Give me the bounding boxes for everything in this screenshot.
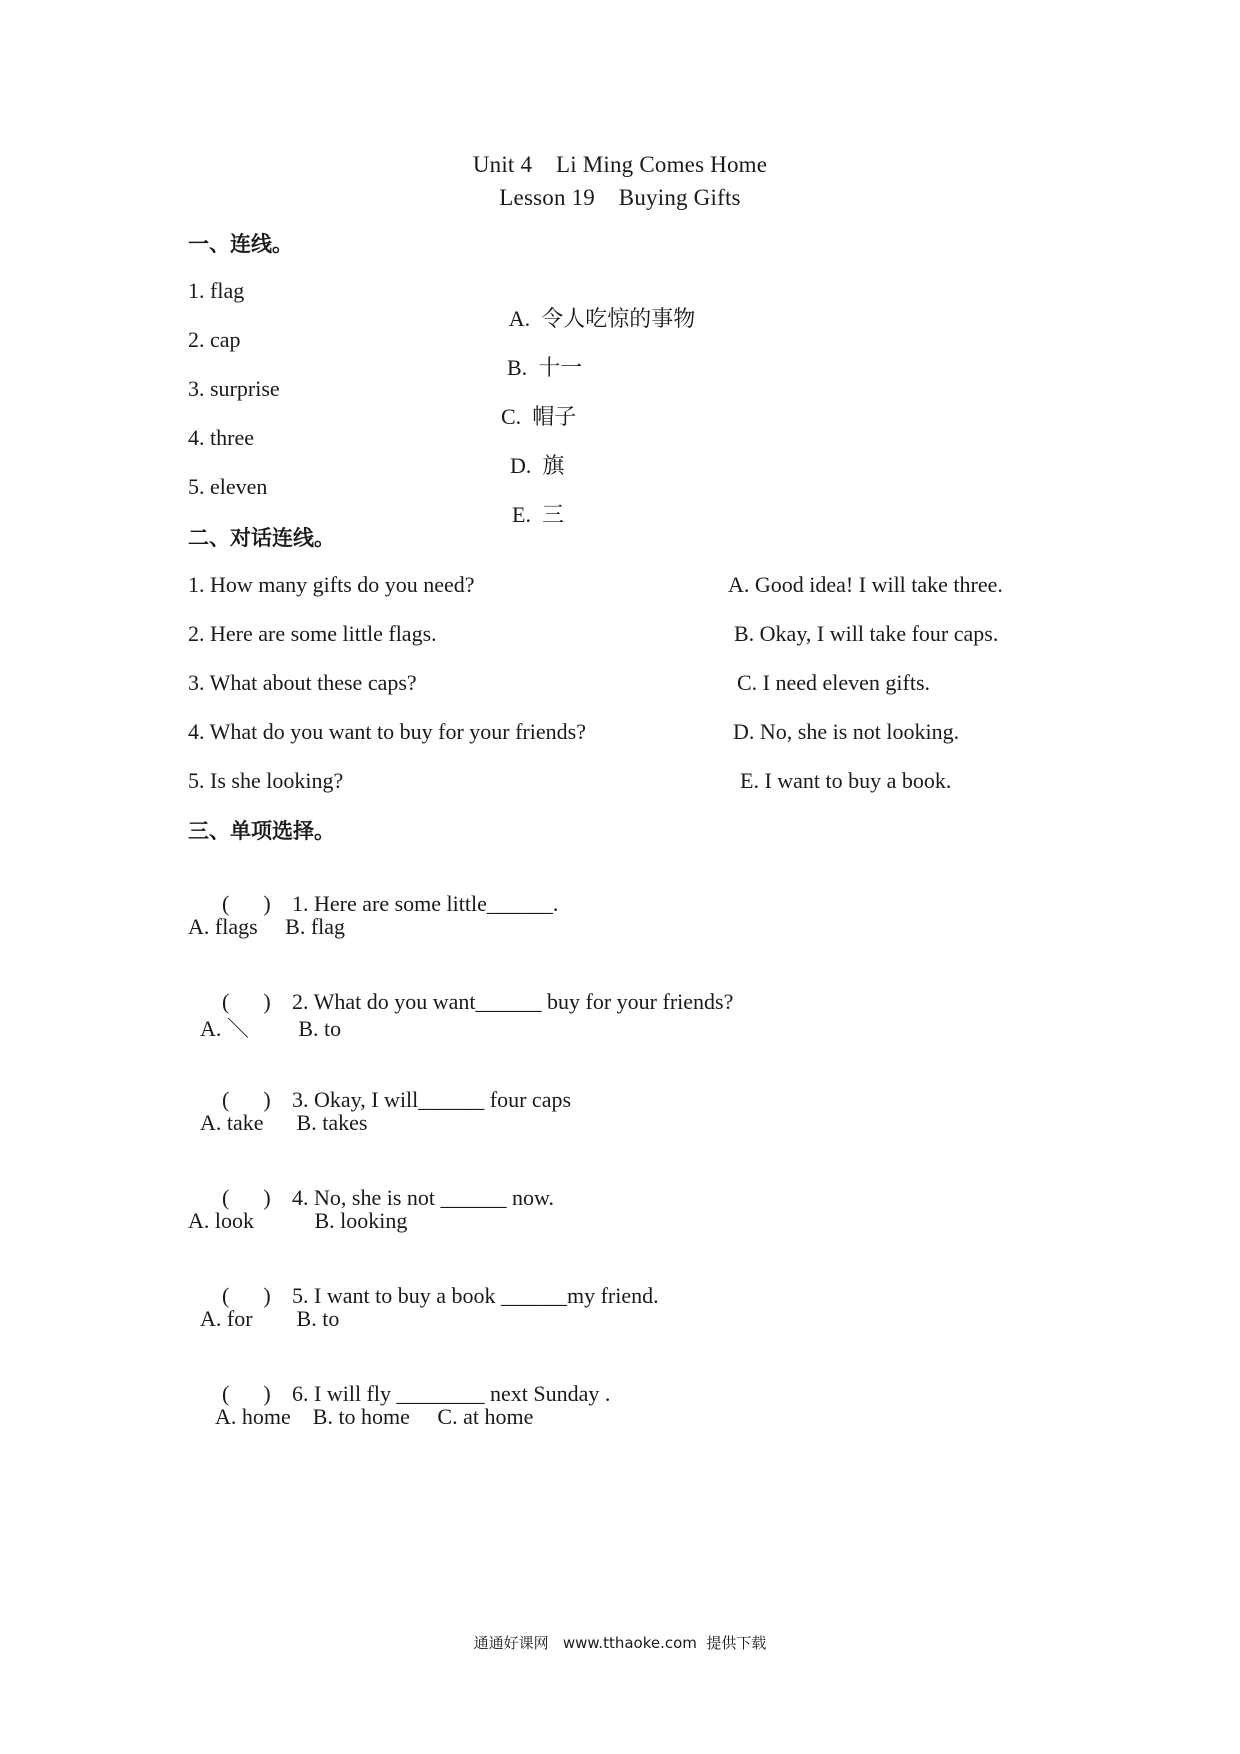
s2-left-item-2: 2. Here are some little flags. xyxy=(188,621,437,646)
s2-left-item-4: 4. What do you want to buy for your friends? xyxy=(188,719,586,744)
s2-right-item-2: B. Okay, I will take four caps. xyxy=(734,621,999,646)
paren-close: ) xyxy=(263,989,271,1014)
question-text: 5. I want to buy a book ______my friend. xyxy=(292,1283,659,1308)
s1-left-item-4: 4. three xyxy=(188,425,254,450)
paren-open: ( xyxy=(222,989,230,1014)
section3-heading: 三、单项选择。 xyxy=(188,819,335,843)
question-text: 3. Okay, I will______ four caps xyxy=(292,1087,572,1112)
s3-options-6: A. home B. to home C. at home xyxy=(215,1404,534,1429)
s3-options-5: A. for B. to xyxy=(200,1306,340,1331)
section2-heading: 二、对话连线。 xyxy=(188,526,335,550)
paren-close: ) xyxy=(263,891,271,916)
s1-right-text: 三 xyxy=(541,503,564,528)
lesson-title: Lesson 19 Buying Gifts xyxy=(499,185,741,210)
s1-right-text: 十一 xyxy=(538,356,583,381)
s1-right-letter: D. xyxy=(510,453,532,478)
s1-left-item-3: 3. surprise xyxy=(188,376,280,401)
s1-right-item-5 xyxy=(490,472,564,555)
paren-close: ) xyxy=(263,1283,271,1308)
s1-right-letter: B. xyxy=(507,355,528,380)
question-text: 2. What do you want______ buy for your friends? xyxy=(292,989,734,1014)
s3-options-2: A. ＼ B. to xyxy=(200,1016,342,1041)
paren-close: ) xyxy=(263,1185,271,1210)
s1-right-text: 令人吃惊的事物 xyxy=(541,307,696,332)
s1-right-letter: A. xyxy=(508,306,531,331)
s2-left-item-5: 5. Is she looking? xyxy=(188,768,344,793)
paren-open: ( xyxy=(222,1087,230,1112)
s3-options-4: A. look B. looking xyxy=(188,1208,408,1233)
paren-close: ) xyxy=(263,1087,271,1112)
paren-open: ( xyxy=(222,891,230,916)
s3-options-1: A. flags B. flag xyxy=(188,914,346,939)
s1-left-item-5: 5. eleven xyxy=(188,474,268,499)
question-text: 4. No, she is not ______ now. xyxy=(292,1185,554,1210)
s2-right-item-1: A. Good idea! I will take three. xyxy=(728,572,1003,597)
s1-right-text: 旗 xyxy=(542,454,565,479)
question-text: 6. I will fly ________ next Sunday . xyxy=(292,1381,611,1406)
s2-right-item-5: E. I want to buy a book. xyxy=(740,768,952,793)
question-text: 1. Here are some little______. xyxy=(292,891,559,916)
s2-left-item-1: 1. How many gifts do you need? xyxy=(188,572,475,597)
s3-options-3: A. take B. takes xyxy=(200,1110,368,1135)
unit-title: Unit 4 Li Ming Comes Home xyxy=(472,152,768,177)
s1-left-item-1: 1. flag xyxy=(188,278,245,303)
paren-open: ( xyxy=(222,1185,230,1210)
s1-left-item-2: 2. cap xyxy=(188,327,241,352)
s1-right-letter: E. xyxy=(512,502,531,527)
s2-right-item-3: C. I need eleven gifts. xyxy=(737,670,931,695)
paren-open: ( xyxy=(222,1283,230,1308)
section1-heading: 一、连线。 xyxy=(188,232,293,256)
footer-credit: 通通好课网 www.tthaoke.com 提供下载 xyxy=(473,1634,767,1652)
s2-right-item-4: D. No, she is not looking. xyxy=(733,719,960,744)
paren-open: ( xyxy=(222,1381,230,1406)
paren-close: ) xyxy=(263,1381,271,1406)
s1-right-text: 帽子 xyxy=(532,405,577,430)
s2-left-item-3: 3. What about these caps? xyxy=(188,670,417,695)
s1-right-letter: C. xyxy=(501,404,522,429)
